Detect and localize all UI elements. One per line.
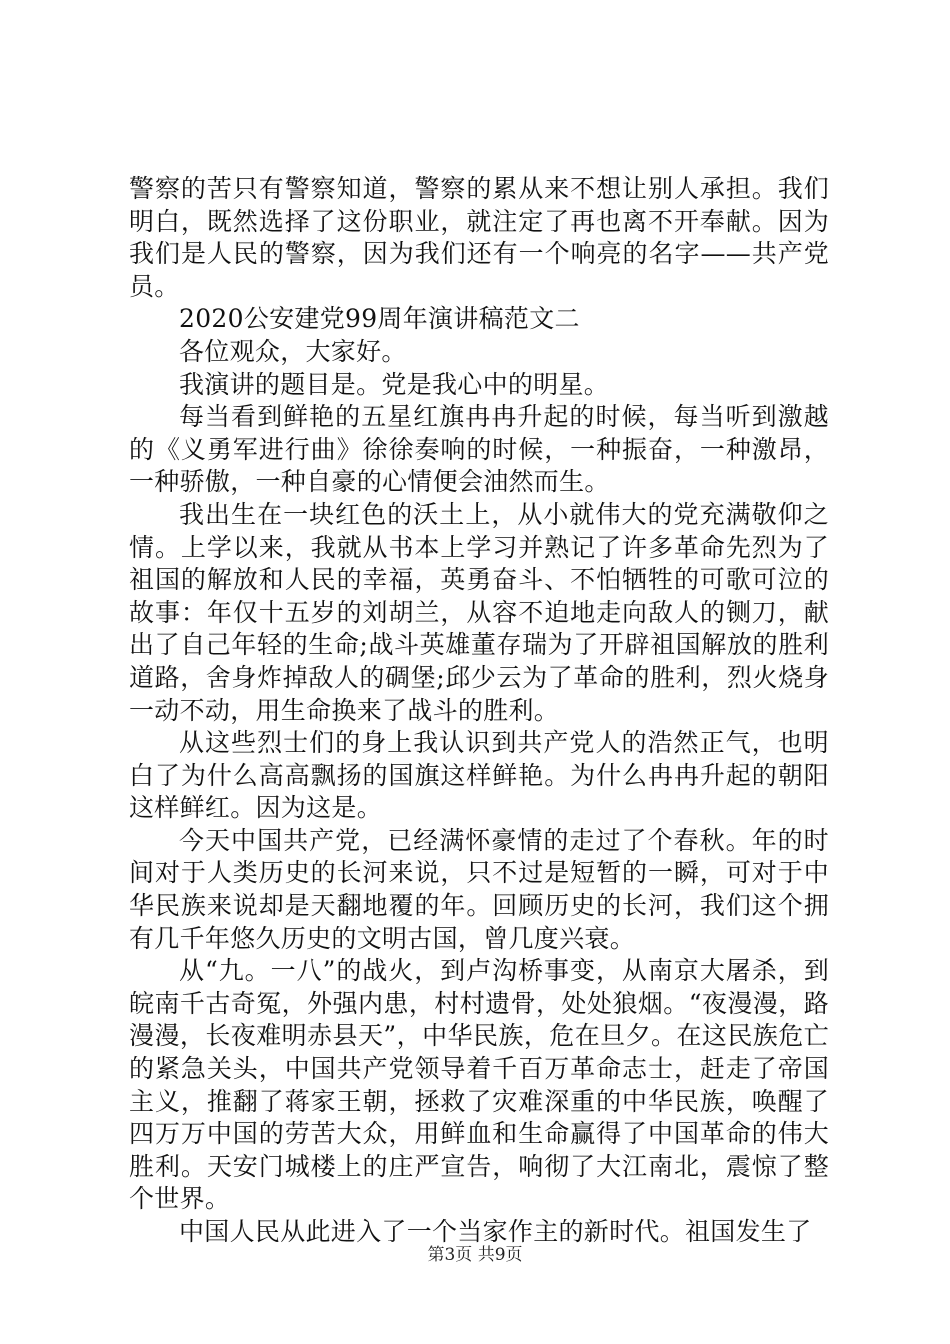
paragraph-7: 从这些烈士们的身上我认识到共产党人的浩然正气，也明白了为什么高高飘扬的国旗这样鲜艳。为什么冉冉升起的朝阳这样鲜红。因为这是。 bbox=[129, 728, 829, 823]
page-number-footer: 第3页 共9页 bbox=[427, 1245, 523, 1265]
paragraph-8: 今天中国共产党，已经满怀豪情的走过了个春秋。年的时间对于人类历史的长河来说，只不过是短暂的一瞬，可对于中华民族来说却是天翻地覆的年。回顾历史的长河，我们这个拥有几千年悠久历史的文明古国，曾几度兴衰。 bbox=[129, 825, 829, 953]
section-heading: 2020公安建党99周年演讲稿范文二 bbox=[179, 304, 580, 334]
paragraph-10: 中国人民从此进入了一个当家作主的新时代。祖国发生了 bbox=[179, 1217, 812, 1246]
paragraph-topic: 我演讲的题目是。党是我心中的明星。 bbox=[179, 369, 610, 399]
paragraph-6: 我出生在一块红色的沃土上，从小就伟大的党充满敬仰之情。上学以来，我就从书本上学习并熟记了许多革命先烈为了祖国的解放和人民的幸福，英勇奋斗、不怕牺牲的可歌可泣的故事：年仅十五岁的刘胡兰，从容不迫地走向敌人的铡刀，献出了自己年轻的生命;战斗英雄董存瑞为了开辟祖国解放的胜利道路，舍身炸掉敌人的碉堡;邱少云为了革命的胜利，烈火烧身一动不动，用生命换来了战斗的胜利。 bbox=[129, 499, 829, 725]
paragraph-1: 警察的苦只有警察知道，警察的累从来不想让别人承担。我们明白，既然选择了这份职业，就注定了再也离不开奉献。因为我们是人民的警察，因为我们还有一个响亮的名字——共产党员。 bbox=[129, 174, 829, 301]
paragraph-greeting: 各位观众，大家好。 bbox=[179, 336, 407, 366]
paragraph-5: 每当看到鲜艳的五星红旗冉冉升起的时候，每当听到激越的《义勇军进行曲》徐徐奏响的时候，一种振奋，一种激昂，一种骄傲，一种自豪的心情便会油然而生。 bbox=[129, 402, 829, 497]
paragraph-9: 从“九。一八”的战火，到卢沟桥事变，从南京大屠杀，到皖南千古奇冤，外强内患，村村遗骨，处处狼烟。“夜漫漫，路漫漫，长夜难明赤县天”，中华民族，危在旦夕。在这民族危亡的紧急关头，中国共产党领导着千百万革命志士，赶走了帝国主义，推翻了蒋家王朝，拯救了灾难深重的中华民族，唤醒了四万万中国的劳苦大众，用鲜血和生命赢得了中国革命的伟大胜利。天安门城楼上的庄严宣告，响彻了大江南北，震惊了整个世界。 bbox=[129, 956, 829, 1214]
document-body bbox=[129, 173, 829, 1249]
